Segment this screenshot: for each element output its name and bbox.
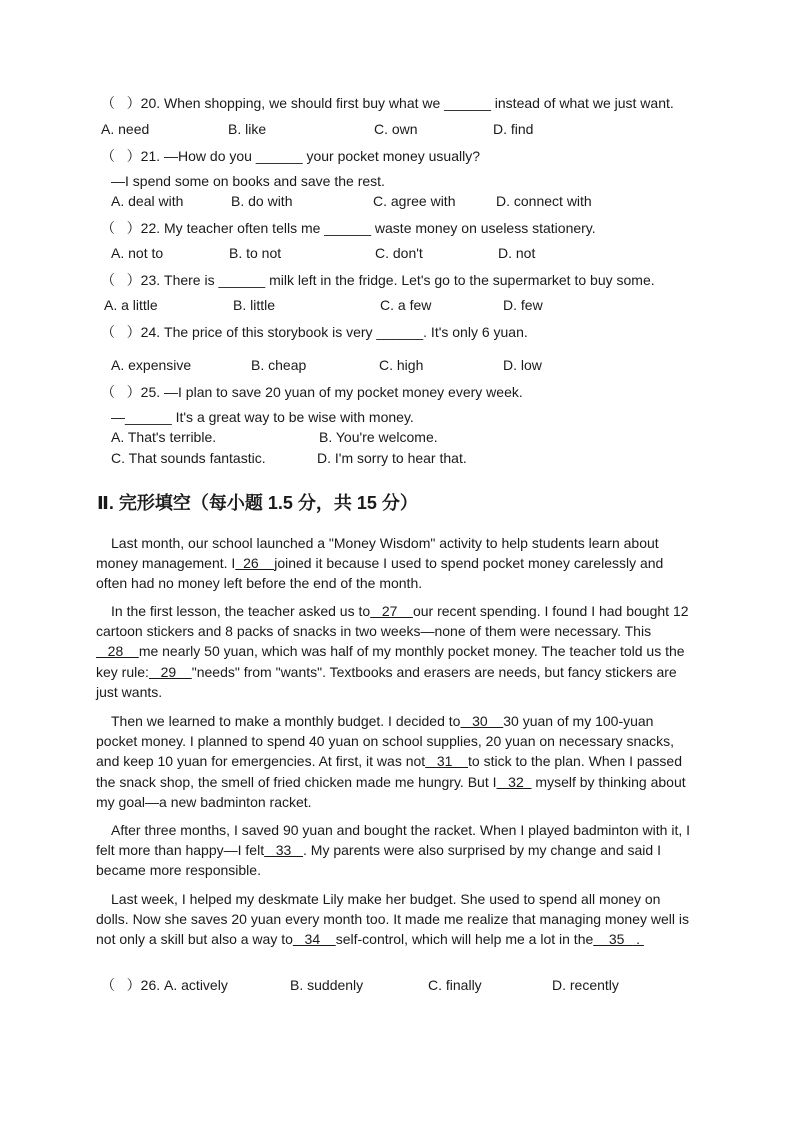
- passage-text: Last month, our school launched a "Money Wisdom" activity to help students learn about money management. I: [96, 535, 659, 572]
- passage-text: to stick to the plan. When I passed the snack shop, the smell of fried chicken made me hungry. But I: [96, 753, 683, 790]
- option-a: A. That's terrible.: [111, 429, 217, 445]
- cloze-blank: .: [632, 931, 644, 948]
- option-a: A. need: [101, 121, 150, 137]
- option-c: C. own: [374, 121, 418, 137]
- cloze-blank: 35: [593, 931, 633, 948]
- question-21-stem: （ ）21. —How do you ______ your pocket money usually?: [101, 148, 480, 164]
- passage-text: self-control, which will help me a lot in the: [335, 931, 594, 948]
- option-c: C. agree with: [373, 193, 456, 209]
- option-c: C. finally: [428, 977, 482, 993]
- question-22-options: [111, 244, 711, 262]
- option-d: D. recently: [552, 977, 619, 993]
- passage-text: After three months, I saved 90 yuan and bought the racket. When I played badminton with it, I felt more than happy—I felt: [96, 822, 691, 859]
- option-c: C. That sounds fantastic.: [111, 450, 266, 466]
- passage-paragraph: [96, 889, 696, 950]
- option-b: B. do with: [231, 193, 293, 209]
- option-d: D. connect with: [496, 193, 592, 209]
- option-a: A. deal with: [111, 193, 184, 209]
- cloze-blank: 30: [460, 713, 504, 729]
- question-25-options-row2: [111, 449, 711, 467]
- cloze-blank: 28: [96, 643, 139, 660]
- passage-text: . My parents were also surprised by my change and said I became more responsible.: [96, 842, 661, 879]
- option-d: D. I'm sorry to hear that.: [317, 450, 467, 466]
- question-25-reply: —______ It's a great way to be wise with money.: [111, 409, 414, 425]
- question-26-stem: （ ）26. A. actively: [101, 977, 228, 993]
- passage-text: In the first lesson, the teacher asked us to: [111, 603, 371, 619]
- section-title: Ⅱ. 完形填空（每小题 1.5 分，共 15 分）: [97, 493, 418, 513]
- question-20-stem: （ ）20. When shopping, we should first buy what we ______ instead of what we just want.: [101, 95, 674, 111]
- passage-paragraph: [96, 601, 696, 702]
- option-b: B. little: [233, 297, 276, 313]
- passage-text: 30 yuan of my 100-yuan pocket money. I planned to spend 40 yuan on school supplies, 20 yuan on necessary snacks, and keep 10 yuan for emergencies. At first, it was not: [96, 713, 674, 770]
- question-21-reply: —I spend some on books and save the rest.: [111, 173, 385, 189]
- option-a: A. not to: [111, 245, 164, 261]
- passage-text: Then we learned to make a monthly budget. I decided to: [111, 713, 461, 729]
- question-21-options: [111, 192, 711, 210]
- passage-text: "needs" from "wants". Textbooks and erasers are needs, but fancy stickers are just wants.: [96, 663, 677, 700]
- cloze-blank: 27: [370, 603, 413, 619]
- cloze-blank: 34: [292, 931, 336, 948]
- cloze-blank: 33: [264, 842, 304, 859]
- question-24-options: [111, 356, 711, 374]
- question-25-options-row1: [111, 428, 711, 446]
- question-23-options: [104, 296, 704, 314]
- passage-paragraph: [96, 533, 696, 594]
- option-c: C. don't: [375, 245, 423, 261]
- passage-paragraph: [96, 711, 696, 812]
- cloze-blank: 31: [425, 753, 468, 770]
- option-d: D. find: [493, 121, 534, 137]
- option-b: B. like: [228, 121, 267, 137]
- option-a: A. a little: [104, 297, 158, 313]
- question-26: [101, 976, 701, 994]
- option-b: B. You're welcome.: [319, 429, 438, 445]
- passage-text: joined it because I used to spend pocket money carelessly and often had no money left before the end of the month.: [96, 555, 664, 592]
- cloze-blank: 26: [235, 555, 275, 572]
- question-20-options: [101, 120, 701, 138]
- option-c: C. high: [379, 357, 424, 373]
- option-a: A. expensive: [111, 357, 192, 373]
- option-b: B. cheap: [251, 357, 307, 373]
- cloze-blank: 32: [496, 773, 532, 790]
- passage-text: our recent spending. I found I had bought 12 cartoon stickers and 8 packs of snacks in two weeks—none of them were necessary. This: [96, 603, 689, 640]
- passage-text: Last week, I helped my deskmate Lily make her budget. She used to spend all money on dolls. Now she saves 20 yuan every month too. It made me realize that managing money well is not only a skill but also a way to: [96, 891, 689, 948]
- option-d: D. few: [503, 297, 543, 313]
- question-22-stem: （ ）22. My teacher often tells me ______ waste money on useless stationery.: [101, 220, 596, 236]
- option-b: B. to not: [229, 245, 282, 261]
- cloze-blank: 29: [148, 663, 192, 680]
- passage-paragraph: [96, 820, 696, 881]
- passage-text: me nearly 50 yuan, which was half of my monthly pocket money. The teacher told us the key rule:: [96, 643, 685, 680]
- option-d: D. not: [498, 245, 536, 261]
- question-23-stem: （ ）23. There is ______ milk left in the fridge. Let's go to the supermarket to buy some.: [101, 272, 655, 288]
- question-25-stem: （ ）25. —I plan to save 20 yuan of my pocket money every week.: [101, 384, 523, 400]
- question-24-stem: （ ）24. The price of this storybook is very ______. It's only 6 yuan.: [101, 324, 528, 340]
- passage-text: myself by thinking about my goal—a new badminton racket.: [96, 773, 686, 810]
- option-b: B. suddenly: [290, 977, 364, 993]
- option-d: D. low: [503, 357, 542, 373]
- option-c: C. a few: [380, 297, 432, 313]
